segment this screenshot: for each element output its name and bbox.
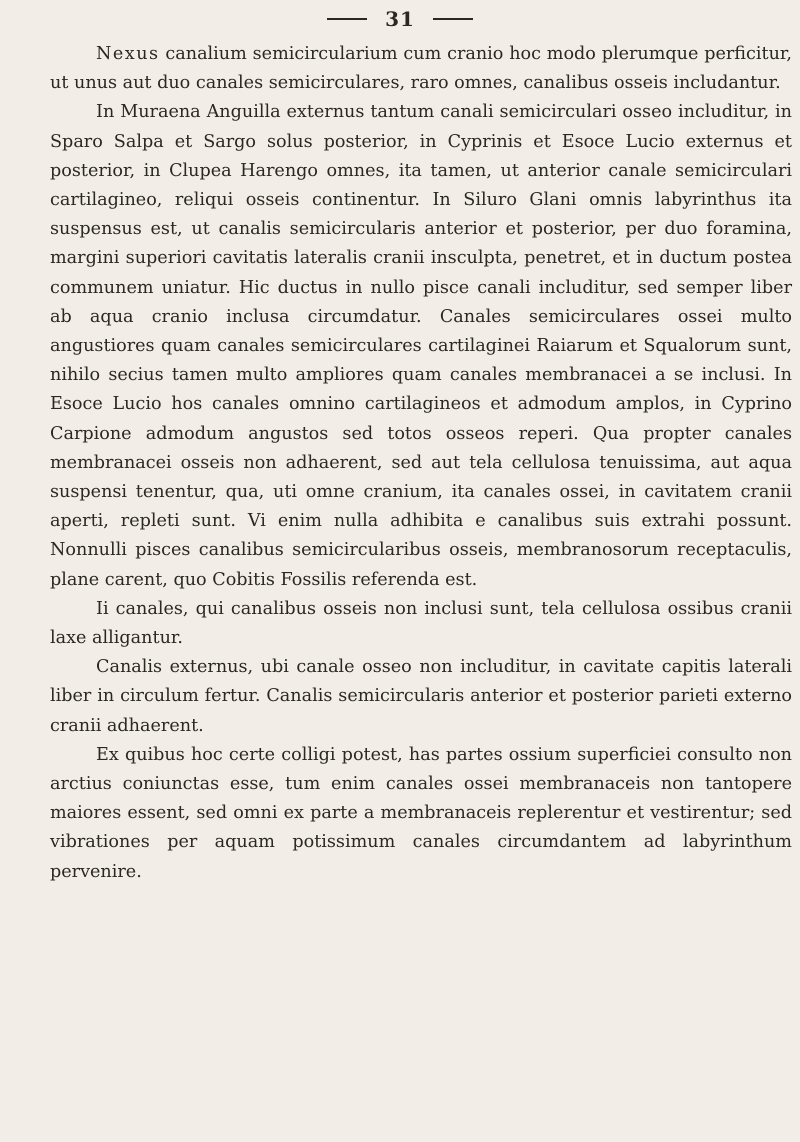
paragraph-3: Ii canales, qui canalibus osseis non inclusi sunt, tela cellulosa ossibus cranii laxe alligantur. <box>50 598 792 649</box>
page-header <box>0 2 800 36</box>
paragraph-4: Canalis externus, ubi canale osseo non includitur, in cavitate capitis laterali liber in circulum fertur. Canalis semicircularis anterior et posterior parieti externo cranii adhaerent. <box>50 657 792 736</box>
body-text <box>50 40 792 887</box>
paragraph-5: Ex quibus hoc certe colligi potest, has partes ossium superficiei consulto non arctius coniunctas esse, tum enim canales ossei membranaceis non tantopere maiores essent, sed omni ex parte a membranaceis replerentur et vestirentur; sed vibrationes per aquam potissimum canales circumdantem ad labyrinthum pervenire. <box>50 744 792 882</box>
header-rule-right <box>433 18 473 20</box>
paragraph-1 <box>50 40 792 98</box>
paragraph-text: canalium semicircularium cum cranio hoc modo plerumque perficitur, ut unus aut duo canales semicirculares, raro omnes, canalibus osseis includantur. <box>50 44 792 94</box>
paragraph-2: In Muraena Anguilla externus tantum canali semicirculari osseo includitur, in Sparo Salpa et Sargo solus posterior, in Cyprinis et Esoce Lucio externus et posterior, in Clupea Harengo omnes, ita tamen, ut anterior canale semicirculari cartilagineo, reliqui osseis continentur. In Siluro Glani omnis labyrinthus ita suspensus est, ut canalis semicircularis anterior et posterior, per duo foramina, margini superiori cavitatis lateralis cranii insculpta, penetret, et in ductum postea communem uniatur. Hic ductus in nullo pisce canali includitur, sed semper liber ab aqua cranio inclusa circumdatur. Canales semicirculares ossei multo angustiores quam canales semicirculares cartilaginei Raiarum et Squalorum sunt, nihilo secius tamen multo ampliores quam canales membranacei a se inclusi. In Esoce Lucio hos canales omnino cartilagineos et admodum amplos, in Cyprino Carpione admodum angustos sed totos osseos reperi. Qua propter canales membranacei osseis non adhaerent, sed aut tela cellulosa tenuissima, aut aqua suspensi tenentur, qua, uti omne cranium, ita canales ossei, in cavitatem cranii aperti, repleti sunt. Vi enim nulla adhibita e canalibus suis extrahi possunt. Nonnulli pisces canalibus semicircularibus osseis, membranosorum receptaculis, plane carent, quo Cobitis Fossilis referenda est. <box>50 102 792 590</box>
page-number: 31 <box>385 7 415 31</box>
paragraph-lead-word: Nexus <box>96 44 160 64</box>
header-rule-left <box>327 18 367 20</box>
